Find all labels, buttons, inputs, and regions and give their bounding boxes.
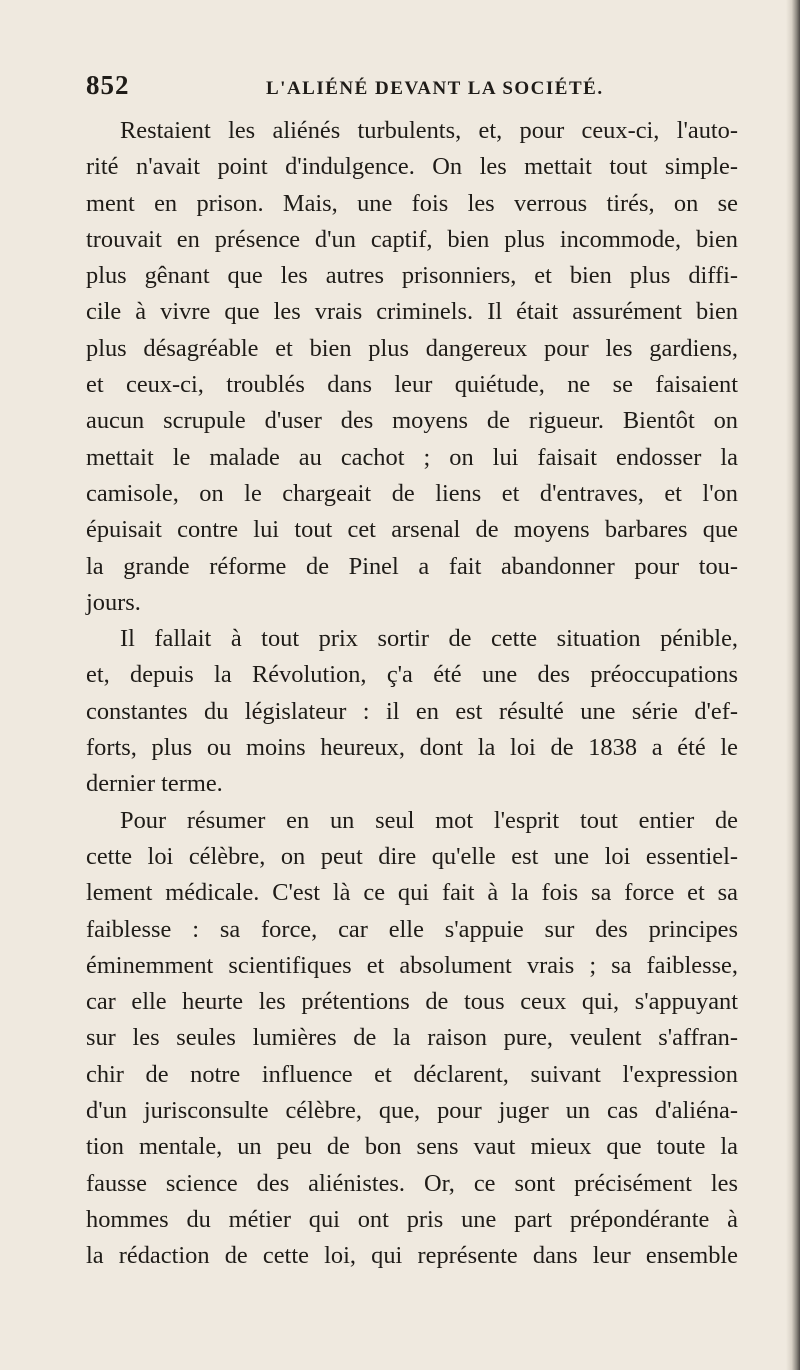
text-line: hommes du métier qui ont pris une part prépondérante à xyxy=(86,1205,738,1233)
text-line: car elle heurte les prétentions de tous ceux qui, s'appuyant xyxy=(86,988,738,1016)
page-number: 852 xyxy=(86,70,130,100)
text-line: trouvait en présence d'un captif, bien plus incommode, bien xyxy=(86,225,738,253)
text-line: rité n'avait point d'indulgence. On les mettait tout simple- xyxy=(86,153,738,181)
text-line: épuisait contre lui tout cet arsenal de moyens barbares que xyxy=(86,516,738,544)
text-line: éminemment scientifiques et absolument vrais ; sa faiblesse, xyxy=(86,951,738,979)
text-line: sur les seules lumières de la raison pure, veulent s'affran- xyxy=(86,1024,738,1052)
text-line: lement médicale. C'est là ce qui fait à la fois sa force et sa xyxy=(86,879,738,907)
text-line: cile à vivre que les vrais criminels. Il était assurément bien xyxy=(86,298,738,326)
text-line: plus désagréable et bien plus dangereux pour les gardiens, xyxy=(86,334,738,362)
running-title: L'ALIÉNÉ DEVANT LA SOCIÉTÉ. xyxy=(266,78,604,99)
body-text xyxy=(86,113,738,1275)
text-line: constantes du législateur : il en est résulté une série d'ef- xyxy=(86,697,738,725)
text-line: et ceux-ci, troublés dans leur quiétude, ne se faisaient xyxy=(86,371,738,399)
page-header xyxy=(86,70,756,110)
text-line: dernier terme. xyxy=(86,770,223,798)
text-line: et, depuis la Révolution, ç'a été une des préoccupations xyxy=(86,661,738,689)
text-line: ment en prison. Mais, une fois les verrous tirés, on se xyxy=(86,189,738,217)
text-line: Restaient les aliénés turbulents, et, pour ceux-ci, l'auto- xyxy=(120,117,738,144)
text-line: tion mentale, un peu de bon sens vaut mieux que toute la xyxy=(86,1133,738,1161)
text-line: faiblesse : sa force, car elle s'appuie sur des principes xyxy=(86,915,738,943)
text-line: Pour résumer en un seul mot l'esprit tout entier de xyxy=(120,806,738,834)
text-line: la grande réforme de Pinel a fait abandonner pour tou- xyxy=(86,552,738,580)
text-line: d'un jurisconsulte célèbre, que, pour juger un cas d'aliéna- xyxy=(86,1097,738,1125)
text-line: plus gênant que les autres prisonniers, et bien plus diffi- xyxy=(86,262,738,290)
text-line: jours. xyxy=(86,588,141,616)
text-line: chir de notre influence et déclarent, suivant l'expression xyxy=(86,1060,738,1088)
text-line: mettait le malade au cachot ; on lui faisait endosser la xyxy=(86,443,738,471)
text-line: fausse science des aliénistes. Or, ce sont précisément les xyxy=(86,1169,738,1197)
text-line: la rédaction de cette loi, qui représente dans leur ensemble xyxy=(86,1242,738,1270)
text-line: camisole, on le chargeait de liens et d'entraves, et l'on xyxy=(86,479,738,507)
text-line: aucun scrupule d'user des moyens de rigueur. Bientôt on xyxy=(86,407,738,435)
text-line: forts, plus ou moins heureux, dont la loi de 1838 a été le xyxy=(86,734,738,762)
text-line: Il fallait à tout prix sortir de cette situation pénible, xyxy=(120,625,738,653)
text-line: cette loi célèbre, on peut dire qu'elle est une loi essentiel- xyxy=(86,842,738,870)
page-edge-shadow xyxy=(786,0,800,1370)
